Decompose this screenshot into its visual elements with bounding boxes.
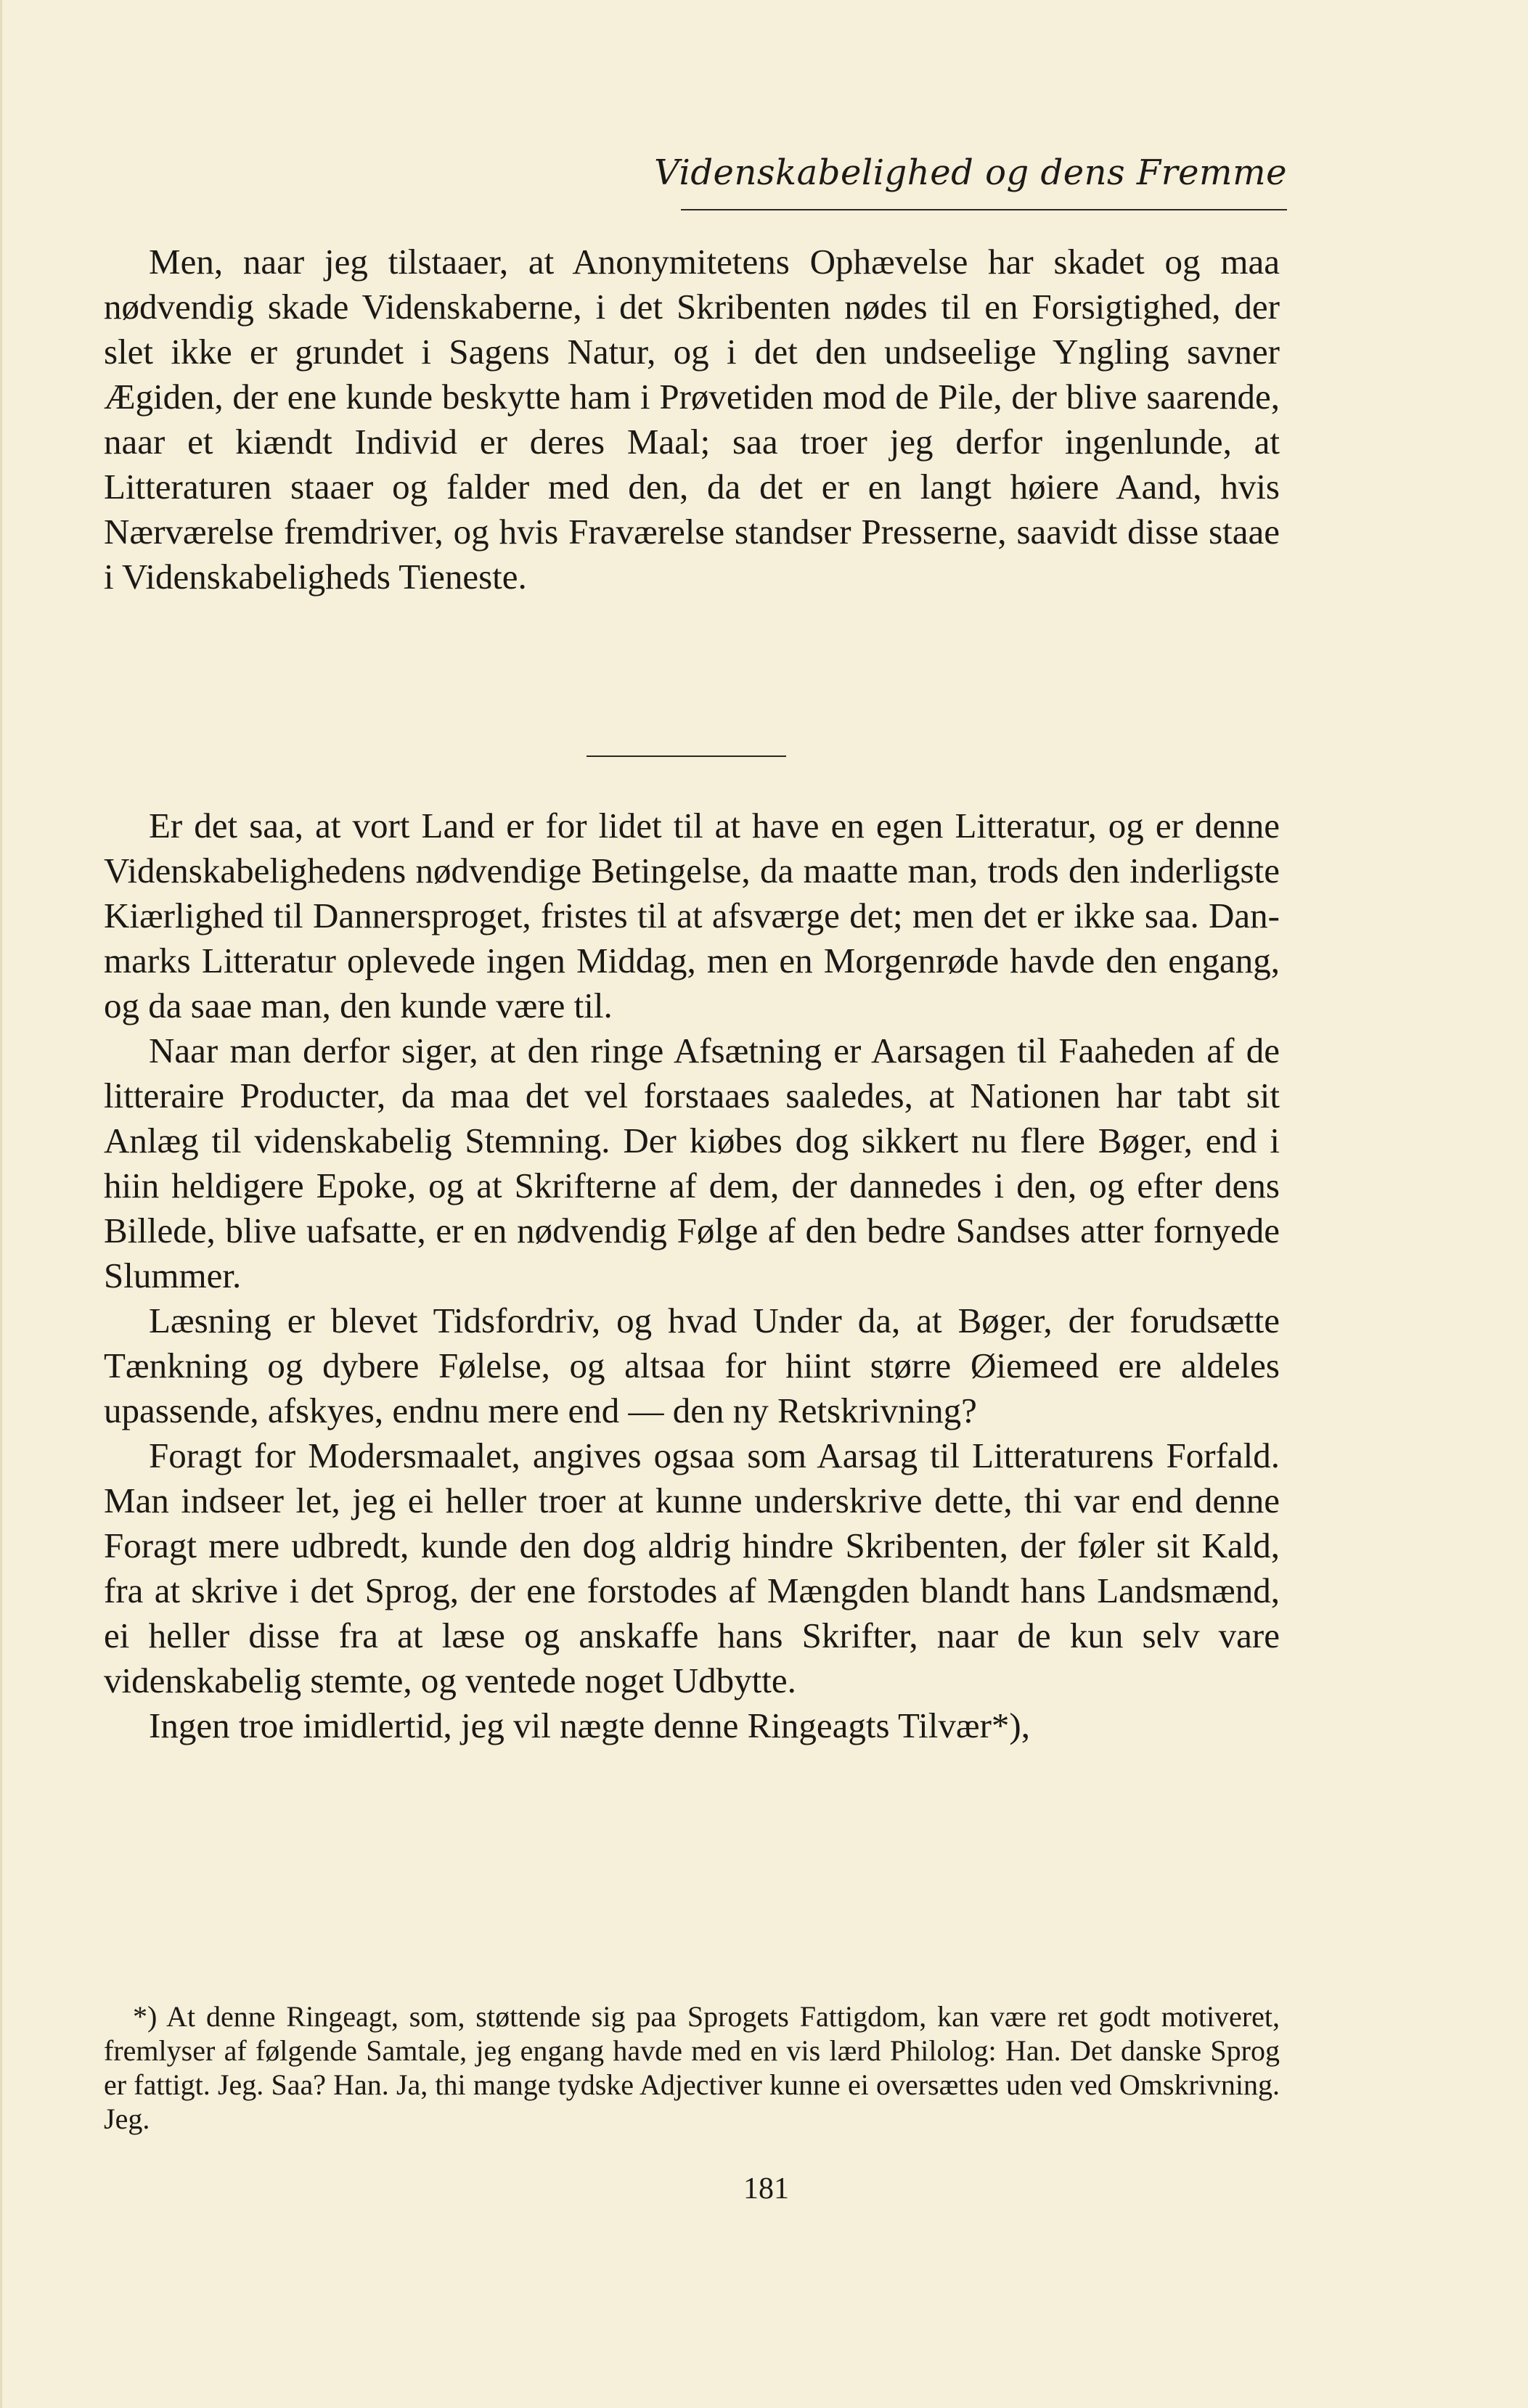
footnote [104, 1999, 1280, 2136]
paragraph: Er det saa, at vort Land er for lidet til at have en egen Litteratur, og er denne Videnskabelighedens nødvendige Betingelse, da maatte man, trods den inderligste Kiærlighed til Dannersproget, fristes til at afsværge det; men det er ikke saa. Danmarks Litteratur oplevede ingen Middag, men en Morgenrøde havde den engang, og da saae man, den kunde være til. [104, 806, 1280, 1025]
section-1 [104, 239, 1280, 599]
section-divider [587, 755, 786, 757]
paragraph: Naar man derfor siger, at den ringe Afsætning er Aarsagen til Faaheden af de litteraire Producter, da maa det vel forstaaes saaledes, at Nationen har tabt sit Anlæg til videnskabelig Stemning. Der kiøbes dog sikkert nu flere Bøger, end i hiin heldigere Epoke, og at Skrifterne af dem, der dannedes i den, og efter dens Billede, blive uafsatte, er en nødvendig Følge af den bedre Sandses atter fornyede Slummer. [104, 1031, 1280, 1295]
paragraph: Ingen troe imidlertid, jeg vil nægte denne Ringeagts Tilvær*), [149, 1705, 1030, 1745]
page-number: 181 [743, 2172, 789, 2206]
paragraph: Læsning er blevet Tidsfordriv, og hvad Under da, at Bøger, der forudsætte Tænkning og dybere Følelse, og altsaa for hiint større Øiemeed ere aldeles upassende, afskyes, endnu mere end — den ny Retskrivning? [104, 1301, 1280, 1430]
running-header: Videnskabelighed og dens Fremme [654, 152, 1287, 193]
section-2 [104, 803, 1280, 1748]
header-rule [681, 209, 1287, 210]
footnote-text: *) At denne Ringeagt, som, støttende sig paa Sprogets Fattigdom, kan være ret godt motiveret, fremlyser af følgende Samtale, jeg engang havde med en vis lærd Philolog: Han. Det danske Sprog er fattigt. Jeg. Saa? Han. Ja, thi mange tydske Adjectiver kunne ei oversættes uden ved Omskrivning. Jeg. [104, 2000, 1280, 2135]
paragraph: Men, naar jeg tilstaaer, at Anonymitetens Ophævelse har skadet og maa nødvendig skade Videnskaberne, i det Skribenten nødes til en Forsigtighed, der slet ikke er grundet i Sagens Natur, og i det den undseelige Yngling savner Ægiden, der ene kunde beskytte ham i Prøvetiden mod de Pile, der blive saarende, naar et kiændt Individ er deres Maal; saa troer jeg derfor ingenlunde, at Litteraturen staaer og falder med den, da det er en langt høiere Aand, hvis Nærværelse fremdriver, og hvis Fraværelse standser Presserne, saavidt disse staae i Videnskabeligheds Tieneste. [104, 242, 1280, 597]
paragraph: Foragt for Modersmaalet, angives ogsaa som Aarsag til Litteraturens Forfald. Man indseer let, jeg ei heller troer at kunne underskrive dette, thi var end denne Foragt mere udbredt, kunde den dog aldrig hindre Skribenten, der føler sit Kald, fra at skrive i det Sprog, der ene forstodes af Mængden blandt hans Landsmænd, ei heller disse fra at læse og anskaffe hans Skrifter, naar de kun selv vare videnskabelig stemte, og ventede noget Udbytte. [104, 1436, 1280, 1700]
